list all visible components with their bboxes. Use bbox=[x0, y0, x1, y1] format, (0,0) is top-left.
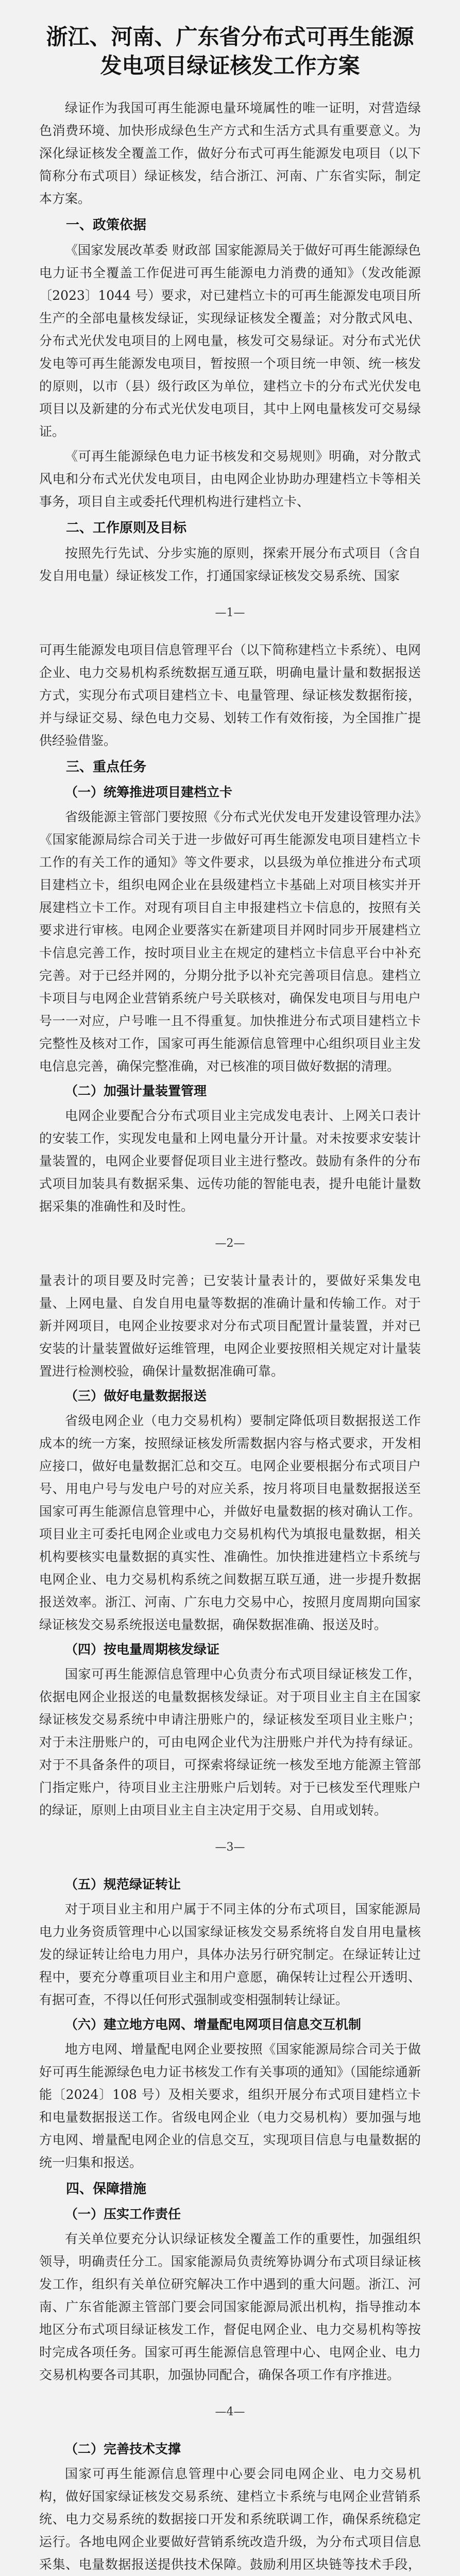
title-line-1: 浙江、河南、广东省分布式可再生能源 bbox=[46, 24, 414, 49]
policy-paragraph-1: 《国家发展改革委 财政部 国家能源局关于做好可再生能源绿色电力证书全覆盖工作促进可再生能源电力消费的通知》（发改能源〔2023〕1044 号）要求，对已建档立卡的可再生能源发电项目所生产的全部电量核发绿证，实现绿证核发全覆盖；对分散式风电、分布式光伏发电项目的上网电量，核发可交易绿证。对分布式光伏发电等可再生能源发电项目，暂按照一个项目统一申领、统一核发的原则，以市（县）级行政区为单位，建档立卡的分布式光伏发电项目以及新建的分布式光伏发电项目，其中上网电量核发可交易绿证。 bbox=[39, 243, 421, 439]
policy-paragraph-2: 《可再生能源绿色电力证书核发和交易规则》明确，对分散式风电和分布式光伏发电项目，由电网企业协助办理建档立卡等相关事务，项目自主或委托代理机构进行建档立卡、 bbox=[39, 449, 421, 509]
section-heading-policy: 一、政策依据 bbox=[66, 217, 147, 233]
task-2-paragraph-continued: 量表计的项目要及时完善；已安装计量表计的，要做好采集发电量、上网电量、自发自用电量等数据的准确计量和传输工作。对于新并网项目，电网企业按要求对分布式项目配置计量装置，并对已安装的计量装置做好运维管理，电网企业要按照相关规定对计量装置进行检测校验，确保计量数据准确可靠。 bbox=[39, 1273, 421, 1379]
intro-paragraph: 绿证作为我国可再生能源电量环境属性的唯一证明，对营造绿色消费环境、加快形成绿色生产方式和生活方式具有重要意义。为深化绿证核发全覆盖工作，做好分布式可再生能源发电项目（以下简称分布式项目）绿证核发，结合浙江、河南、广东省实际，制定本方案。 bbox=[39, 100, 421, 206]
task-3-paragraph: 省级电网企业（电力交易机构）要制定降低项目数据报送工作成本的统一方案，按照绿证核发所需数据内容与格式要求，开发相应接口，做好电量数据汇总和交互。电网企业要根据分布式项目户号、用电户号与发电户号的对应关系，按月将项目电量数据报送至国家可再生能源信息管理中心，并做好电量数据的核对确认工作。项目业主可委托电网企业或电力交易机构代为填报电量数据，相关机构要核实电量数据的真实性、准确性。加快推进建档立卡系统与电网企业、电力交易机构系统之间数据互联互通，进一步提升数据报送效率。浙江、河南、广东电力交易中心，按照月度周期向国家绿证核发交易系统报送电量数据，确保数据准确、报送及时。 bbox=[39, 1413, 421, 1632]
task-heading-6: （六）建立地方电网、增量配电网项目信息交互机制 bbox=[65, 2017, 362, 2032]
safeguard-heading-1: （一）压实工作责任 bbox=[65, 2207, 181, 2222]
safeguard-heading-2: （二）完善技术支撑 bbox=[65, 2442, 181, 2456]
page-number-3: —3— bbox=[215, 1841, 245, 1854]
task-1-paragraph: 省级能源主管部门要按照《分布式光伏发电开发建设管理办法》《国家能源局综合司关于进一步做好可再生能源发电项目建档立卡工作的有关工作的通知》等文件要求，以县级为单位推进分布式项目建档立卡，组织电网企业在县级建档立卡基础上对项目核实并开展建档立卡工作。对现有项目自主申报建档立卡信息的，按照有关要求进行审核。电网企业要落实在新建项目并网时同步开展建档立卡信息完善工作，按时项目业主在规定的建档立卡信息平台中补充完善。对于已经并网的，分期分批予以补充完善项目信息。建档立卡项目与电网企业营销系统户号关联核对，确保发电项目与用电户号一一对应，户号唯一且不得重复。加快推进分布式项目建档立卡完整性及核对工作，国家可再生能源信息管理中心组织项目业主发电信息完善，确保完整准确，对已核准的项目做好数据的清理。 bbox=[39, 809, 421, 1074]
page-number-1: —1— bbox=[215, 606, 245, 619]
section-heading-principles: 二、工作原则及目标 bbox=[66, 520, 187, 536]
document-title bbox=[39, 23, 421, 80]
section-heading-safeguards: 四、保障措施 bbox=[66, 2181, 147, 2197]
principles-paragraph-1: 按照先行先试、分步实施的原则，探索开展分布式项目（含自发自用电量）绿证核发工作，打通国家绿证核发交易系统、国家 bbox=[39, 546, 421, 583]
section-heading-tasks: 三、重点任务 bbox=[66, 759, 147, 775]
task-heading-1: （一）统筹推进项目建档立卡 bbox=[65, 785, 233, 800]
page-number-4: —4— bbox=[215, 2405, 245, 2418]
task-4-paragraph: 国家可再生能源信息管理中心负责分布式项目绿证核发工作，依据电网企业报送的电量数据核发绿证。对于项目业主自主在国家绿证核发交易系统中申请注册账户的，绿证核发至项目业主账户；对于未注册账户的，可由电网企业代为注册账户并代为持有绿证。对于不具备条件的项目，可探索将绿证统一核发至地方能源主管部门指定账户，待项目业主注册账户后划转。对于已核发至代理账户的绿证，原则上由项目业主自主决定用于交易、自用或划转。 bbox=[39, 1667, 421, 1818]
task-5-paragraph: 对于项目业主和用户属于不同主体的分布式项目，国家能源局电力业务资质管理中心以国家绿证核发交易系统将自发自用电量核发的绿证转让给电力用户，具体办法另行研究制定。在绿证转让过程中，要充分尊重项目业主和用户意愿，确保转让过程公开透明、有据可查，不得以任何形式强制或变相强制转让绿证。 bbox=[39, 1902, 421, 2007]
task-6-paragraph: 地方电网、增量配电网企业要按照《国家能源局综合司关于做好可再生能源绿色电力证书核发工作有关事项的通知》（国能综通新能〔2024〕108 号）及相关要求，组织开展分布式项目建档立卡和电量数据报送工作。省级电网企业（电力交易机构）要加强与地方电网、增量配电网企业的信息交互，实现项目信息与电量数据的统一归集和报送。 bbox=[39, 2042, 421, 2170]
safeguard-2-paragraph: 国家可再生能源信息管理中心要会同电网企业、电力交易机构，做好国家绿证核发交易系统、建档立卡系统与电网企业营销系统、电力交易系统的数据接口开发和系统联调工作，确保系统稳定运行。各地电网企业要做好营销系统改造升级，为分布式项目信息采集、电量数据报送提供技术保障。鼓励利用区块链等技术手段， bbox=[39, 2466, 421, 2572]
task-heading-2: （二）加强计量装置管理 bbox=[65, 1083, 207, 1098]
safeguard-1-paragraph: 有关单位要充分认识绿证核发全覆盖工作的重要性，加强组织领导，明确责任分工。国家能源局负责统筹协调分布式项目绿证核发工作，组织有关单位研究解决工作中遇到的重大问题。浙江、河南、广东省能源主管部门要会同国家能源局派出机构，指导推动本地区分布式项目绿证核发工作，督促电网企业、电力交易机构等按时完成各项任务。国家可再生能源信息管理中心、电网企业、电力交易机构要各司其职，加强协同配合，确保各项工作有序推进。 bbox=[39, 2231, 421, 2382]
task-heading-3: （三）做好电量数据报送 bbox=[65, 1388, 207, 1403]
title-line-2: 发电项目绿证核发工作方案 bbox=[100, 53, 360, 78]
principles-paragraph-continued: 可再生能源发电项目信息管理平台（以下简称建档立卡系统）、电网企业、电力交易机构系统数据互通互联，明确电量计量和数据报送方式，实现分布式项目建档立卡、电量管理、绿证核发数据衔接，并与绿证交易、绿色电力交易、划转工作有效衔接，为全国推广提供经验借鉴。 bbox=[39, 642, 421, 748]
task-heading-4: （四）按电量周期核发绿证 bbox=[65, 1642, 220, 1657]
page-number-2: —2— bbox=[215, 1237, 245, 1250]
task-heading-5: （五）规范绿证转让 bbox=[65, 1877, 181, 1892]
task-2-paragraph: 电网企业要配合分布式项目业主完成发电表计、上网关口表计的安装工作，实现发电量和上网电量分开计量。对未按要求安装计量装置的，电网企业要督促项目业主进行整改。鼓励有条件的分布式项目加装具有数据采集、远传功能的智能电表，提升电能计量数据采集的准确性和及时性。 bbox=[39, 1108, 421, 1214]
